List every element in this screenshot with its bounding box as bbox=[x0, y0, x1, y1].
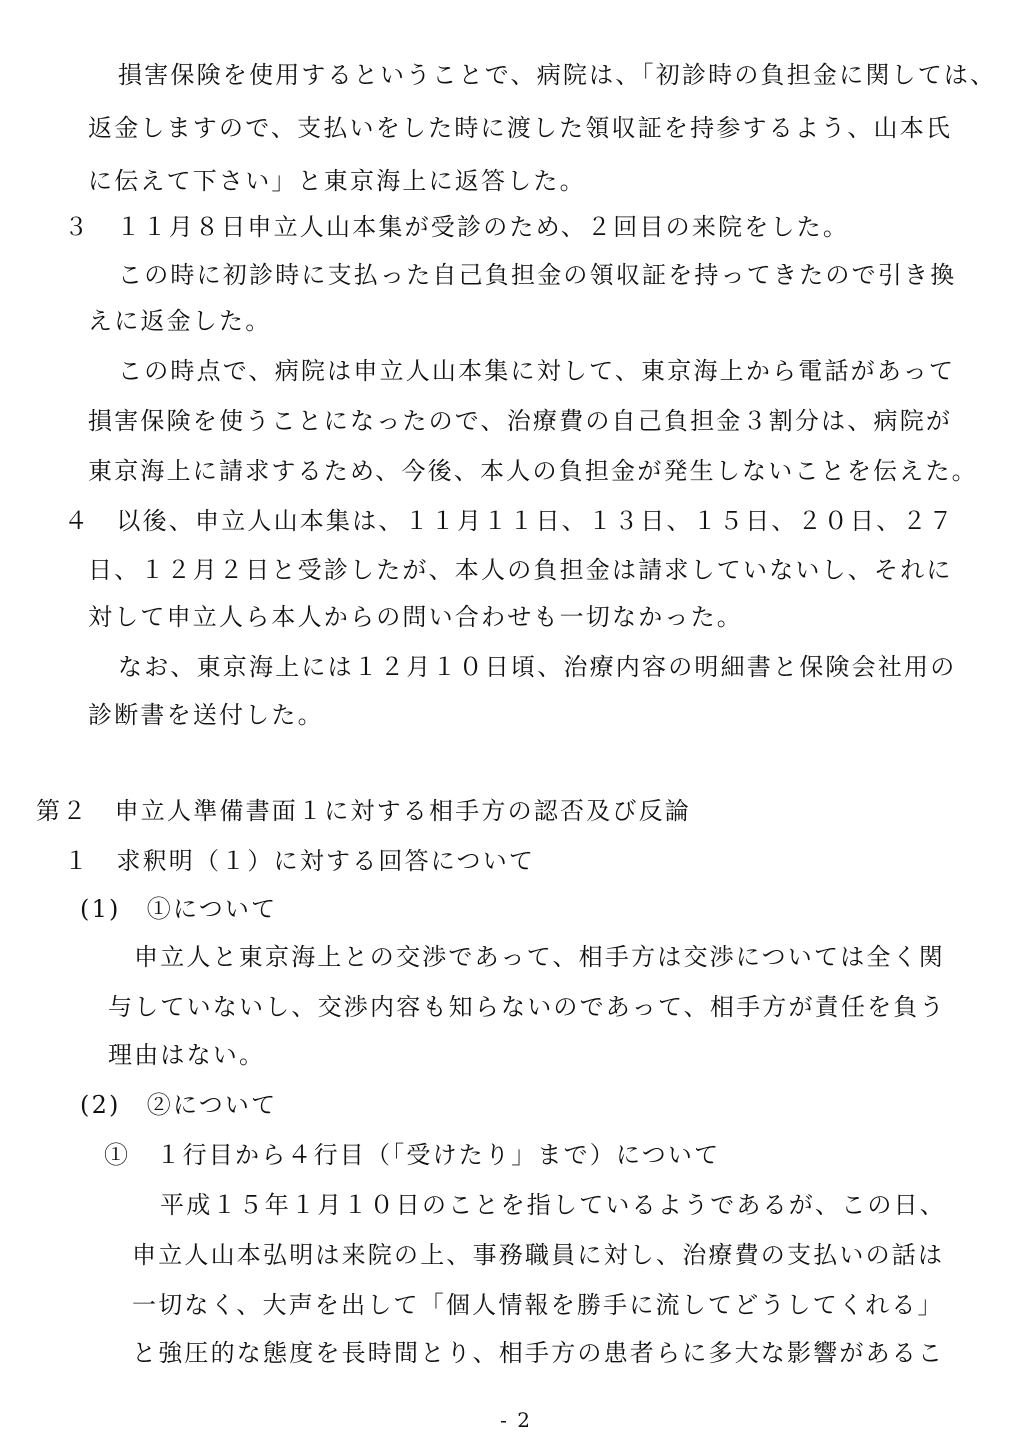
text-line: 対して申立人ら本人からの問い合わせも一切なかった。 bbox=[88, 603, 743, 631]
text-line: 東京海上に請求するため、今後、本人の負担金が発生しないことを伝えた。 bbox=[88, 457, 978, 485]
text-line: この時に初診時に支払った自己負担金の領収証を持ってきたので引き換 bbox=[118, 261, 957, 289]
text-line: なお、東京海上には１２月１０日頃、治療内容の明細書と保険会社用の bbox=[118, 653, 957, 681]
text-line: 理由はない。 bbox=[108, 1041, 266, 1069]
text-line: 診断書を送付した。 bbox=[88, 701, 324, 729]
text-line: この時点で、病院は申立人山本集に対して、東京海上から電話があって bbox=[118, 357, 956, 385]
page-number: - 2 bbox=[500, 1408, 532, 1432]
item-heading: (2) ②について bbox=[80, 1091, 278, 1119]
subsection-heading: １ 求釈明（１）に対する回答について bbox=[64, 847, 536, 875]
text-line: ４ 以後、申立人山本集は、１１月１１日、１３日、１５日、２０日、２７ bbox=[64, 507, 955, 535]
text-line: 与していないし、交渉内容も知らないのであって、相手方が責任を負う bbox=[108, 993, 946, 1021]
text-line: 損害保険を使うことになったので、治療費の自己負担金３割分は、病院が bbox=[88, 407, 953, 435]
text-line: 申立人山本弘明は来院の上、事務職員に対し、治療費の支払いの話は bbox=[132, 1241, 945, 1269]
text-line: 日、１２月２日と受診したが、本人の負担金は請求していないし、それに bbox=[88, 556, 953, 584]
text-line: 一切なく、大声を出して「個人情報を勝手に流してどうしてくれる」 bbox=[132, 1291, 944, 1319]
text-line: に伝えて下さい」と東京海上に返答した。 bbox=[88, 167, 586, 195]
section-heading: 第２ 申立人準備書面１に対する相手方の認否及び反論 bbox=[36, 797, 691, 825]
text-line: ３ １１月８日申立人山本集が受診のため、２回目の来院をした。 bbox=[64, 213, 850, 241]
text-line: 申立人と東京海上との交渉であって、相手方は交渉については全く関 bbox=[134, 943, 945, 971]
item-heading: (1) ①について bbox=[80, 895, 278, 923]
text-line: 平成１５年１月１０日のことを指しているようであるが、この日、 bbox=[160, 1191, 946, 1219]
text-line: 損害保険を使用するということで、病院は、「初診時の負担金に関しては、 bbox=[118, 61, 997, 89]
text-line: と強圧的な態度を長時間とり、相手方の患者らに多大な影響があるこ bbox=[132, 1339, 945, 1367]
text-line: 返金しますので、支払いをした時に渡した領収証を持参するよう、山本氏 bbox=[88, 114, 953, 142]
subitem-heading: ① １行目から４行目（「受けたり」まで）について bbox=[104, 1141, 721, 1169]
text-line: えに返金した。 bbox=[88, 307, 272, 335]
